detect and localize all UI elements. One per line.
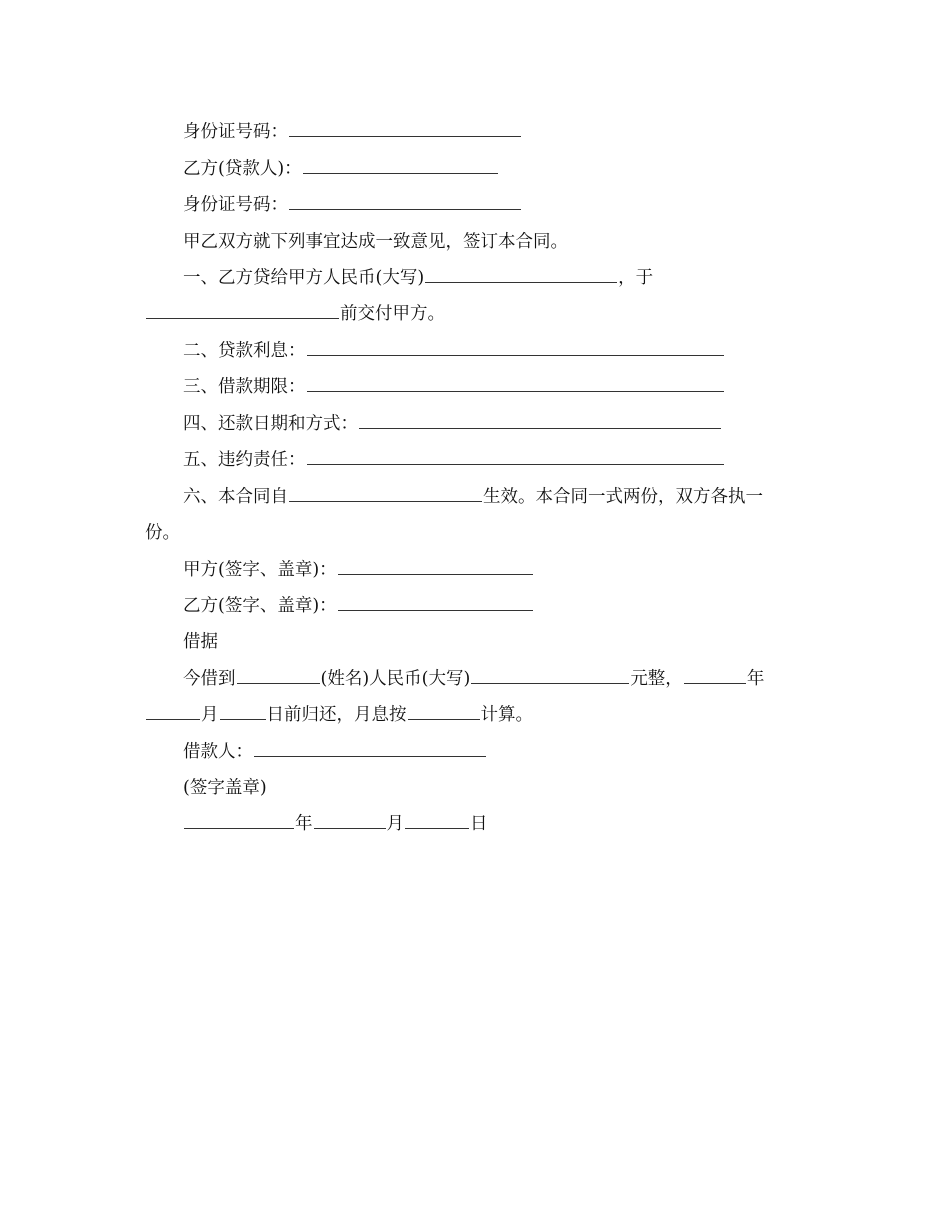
iou-2b: 日前归还，月息按 xyxy=(266,705,407,725)
party-b-blank[interactable] xyxy=(303,155,498,174)
id-b-label: 身份证号码： xyxy=(183,195,288,215)
id-a-label: 身份证号码： xyxy=(183,122,288,142)
clause3-label: 三、借款期限： xyxy=(183,377,306,397)
clause6-blank[interactable] xyxy=(289,483,482,502)
id-b-line xyxy=(145,191,795,219)
clause5-line xyxy=(145,446,795,474)
id-b-blank[interactable] xyxy=(289,191,521,210)
sign-a-line xyxy=(145,556,795,584)
clause4-label: 四、还款日期和方式： xyxy=(183,414,358,434)
date-day-blank[interactable] xyxy=(405,810,469,829)
clause5-blank[interactable] xyxy=(307,446,724,465)
clause1-end: 前交付甲方。 xyxy=(340,304,445,324)
clause4-blank[interactable] xyxy=(359,410,721,429)
agreement-line xyxy=(145,228,795,256)
date-line xyxy=(145,810,795,838)
clause1-amount-blank[interactable] xyxy=(425,264,617,283)
iou-1c: 元整， xyxy=(630,669,683,689)
clause2-blank[interactable] xyxy=(307,337,724,356)
seal-note: (签字盖章) xyxy=(183,778,267,798)
date-year-blank[interactable] xyxy=(184,810,294,829)
clause1-cont-line xyxy=(145,300,795,328)
id-a-blank[interactable] xyxy=(289,118,521,137)
iou-interest-blank[interactable] xyxy=(408,701,480,720)
iou-line-1 xyxy=(145,665,795,693)
party-b-line xyxy=(145,155,795,183)
seal-note-line xyxy=(145,774,795,802)
iou-1b: (姓名)人民币(大写) xyxy=(320,669,471,689)
borrower-line xyxy=(145,738,795,766)
clause6-mid: 生效。本合同一式两份，双方各执一 xyxy=(483,487,763,507)
iou-1a: 今借到 xyxy=(183,669,236,689)
sign-b-blank[interactable] xyxy=(338,592,533,611)
sign-b-label: 乙方(签字、盖章)： xyxy=(183,596,337,616)
id-a-line xyxy=(145,118,795,146)
iou-2c: 计算。 xyxy=(480,705,533,725)
clause1-label: 一、乙方贷给甲方人民币(大写) xyxy=(183,268,425,288)
borrower-label: 借款人： xyxy=(183,742,253,762)
iou-line-2 xyxy=(145,701,795,729)
clause1-date-blank[interactable] xyxy=(146,300,339,319)
iou-amount-blank[interactable] xyxy=(471,665,629,684)
clause4-line xyxy=(145,410,795,438)
agreement-text: 甲乙双方就下列事宜达成一致意见，签订本合同。 xyxy=(183,232,568,252)
iou-year-blank[interactable] xyxy=(684,665,746,684)
clause3-line xyxy=(145,373,795,401)
clause6-cont-line xyxy=(145,519,795,547)
date-year: 年 xyxy=(295,814,313,834)
date-month: 月 xyxy=(386,814,404,834)
clause2-label: 二、贷款利息： xyxy=(183,341,306,361)
clause6-label: 六、本合同自 xyxy=(183,487,288,507)
party-b-label: 乙方(贷款人)： xyxy=(183,159,302,179)
iou-month-blank[interactable] xyxy=(146,701,200,720)
iou-title: 借据 xyxy=(183,632,218,652)
clause3-blank[interactable] xyxy=(307,373,724,392)
clause6-line xyxy=(145,483,795,511)
clause5-label: 五、违约责任： xyxy=(183,450,306,470)
iou-day-blank[interactable] xyxy=(220,701,266,720)
clause2-line xyxy=(145,337,795,365)
sign-a-blank[interactable] xyxy=(338,556,533,575)
clause6-end: 份。 xyxy=(145,523,180,543)
clause1-line xyxy=(145,264,795,292)
iou-title-line xyxy=(145,628,795,656)
iou-1d: 年 xyxy=(746,669,765,689)
sign-a-label: 甲方(签字、盖章)： xyxy=(183,560,337,580)
sign-b-line xyxy=(145,592,795,620)
iou-name-blank[interactable] xyxy=(237,665,320,684)
borrower-blank[interactable] xyxy=(254,738,486,757)
date-month-blank[interactable] xyxy=(314,810,386,829)
clause1-mid: ，于 xyxy=(618,268,654,288)
date-day: 日 xyxy=(470,814,488,834)
iou-2a: 月 xyxy=(201,705,219,725)
